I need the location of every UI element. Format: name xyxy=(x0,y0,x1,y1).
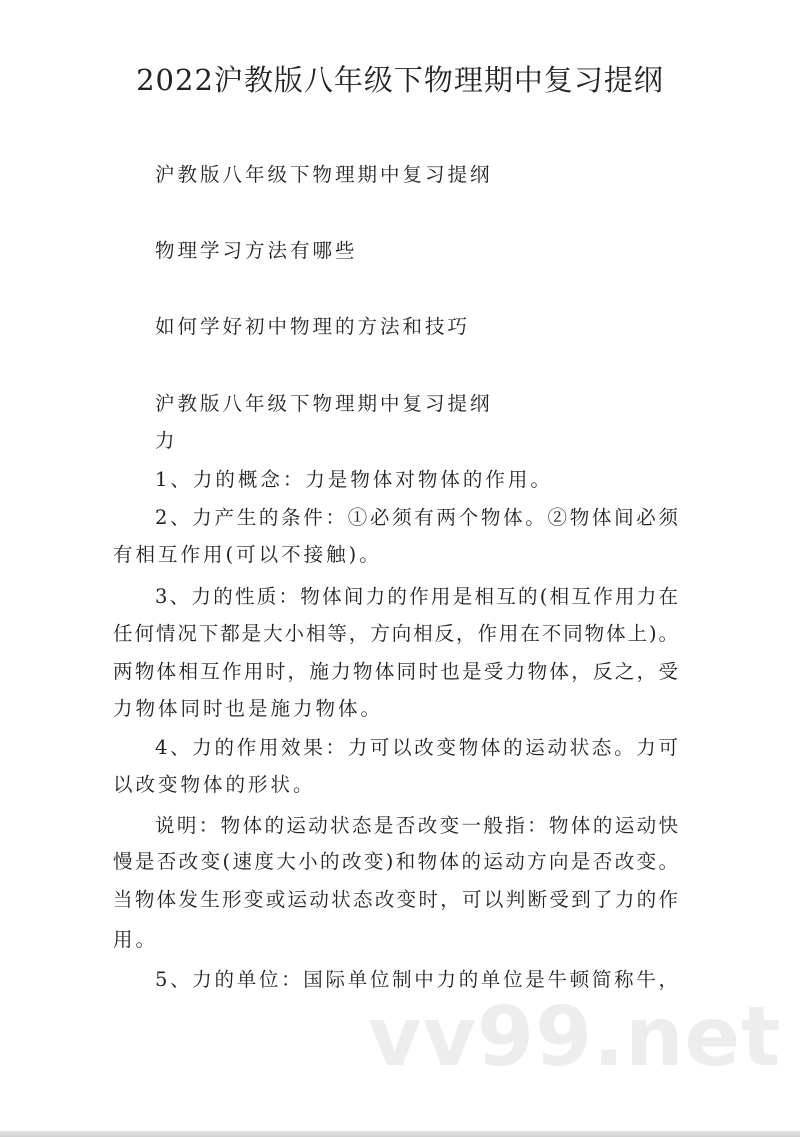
paragraph-line: 5、力的单位：国际单位制中力的单位是牛顿简称牛， xyxy=(155,968,678,991)
paragraph-line: 两物体相互作用时，施力物体同时也是受力物体，反之，受 xyxy=(113,660,678,683)
page-edge xyxy=(0,1131,800,1137)
paragraph-line: 任何情况下都是大小相等，方向相反，作用在不同物体上)。 xyxy=(113,622,678,645)
paragraph-line: 1、力的概念：力是物体对物体的作用。 xyxy=(155,468,553,491)
paragraph-line: 当物体发生形变或运动状态改变时，可以判断受到了力的作 xyxy=(113,888,678,911)
paragraph-line: 4、力的作用效果：力可以改变物体的运动状态。力可 xyxy=(155,736,678,759)
heading: 沪教版八年级下物理期中复习提纲 xyxy=(155,163,493,186)
paragraph-line: 2、力产生的条件：①必须有两个物体。②物体间必须 xyxy=(155,506,678,529)
heading: 沪教版八年级下物理期中复习提纲 xyxy=(155,392,493,415)
paragraph-line: 以改变物体的形状。 xyxy=(113,773,316,796)
watermark: vv99.net xyxy=(368,990,782,1085)
paragraph-line: 用。 xyxy=(113,928,159,951)
paragraph-line: 慢是否改变(速度大小的改变)和物体的运动方向是否改变。 xyxy=(113,850,678,873)
paragraph-line: 有相互作用(可以不接触)。 xyxy=(113,543,382,566)
heading: 如何学好初中物理的方法和技巧 xyxy=(155,315,471,338)
paragraph-line: 3、力的性质：物体间力的作用是相互的(相互作用力在 xyxy=(155,585,678,608)
paragraph-line: 说明：物体的运动状态是否改变一般指：物体的运动快 xyxy=(155,814,678,837)
heading: 物理学习方法有哪些 xyxy=(155,239,358,262)
document-title: 2022沪教版八年级下物理期中复习提纲 xyxy=(136,63,664,97)
heading: 力 xyxy=(155,429,178,452)
paragraph-line: 力物体同时也是施力物体。 xyxy=(113,697,384,720)
